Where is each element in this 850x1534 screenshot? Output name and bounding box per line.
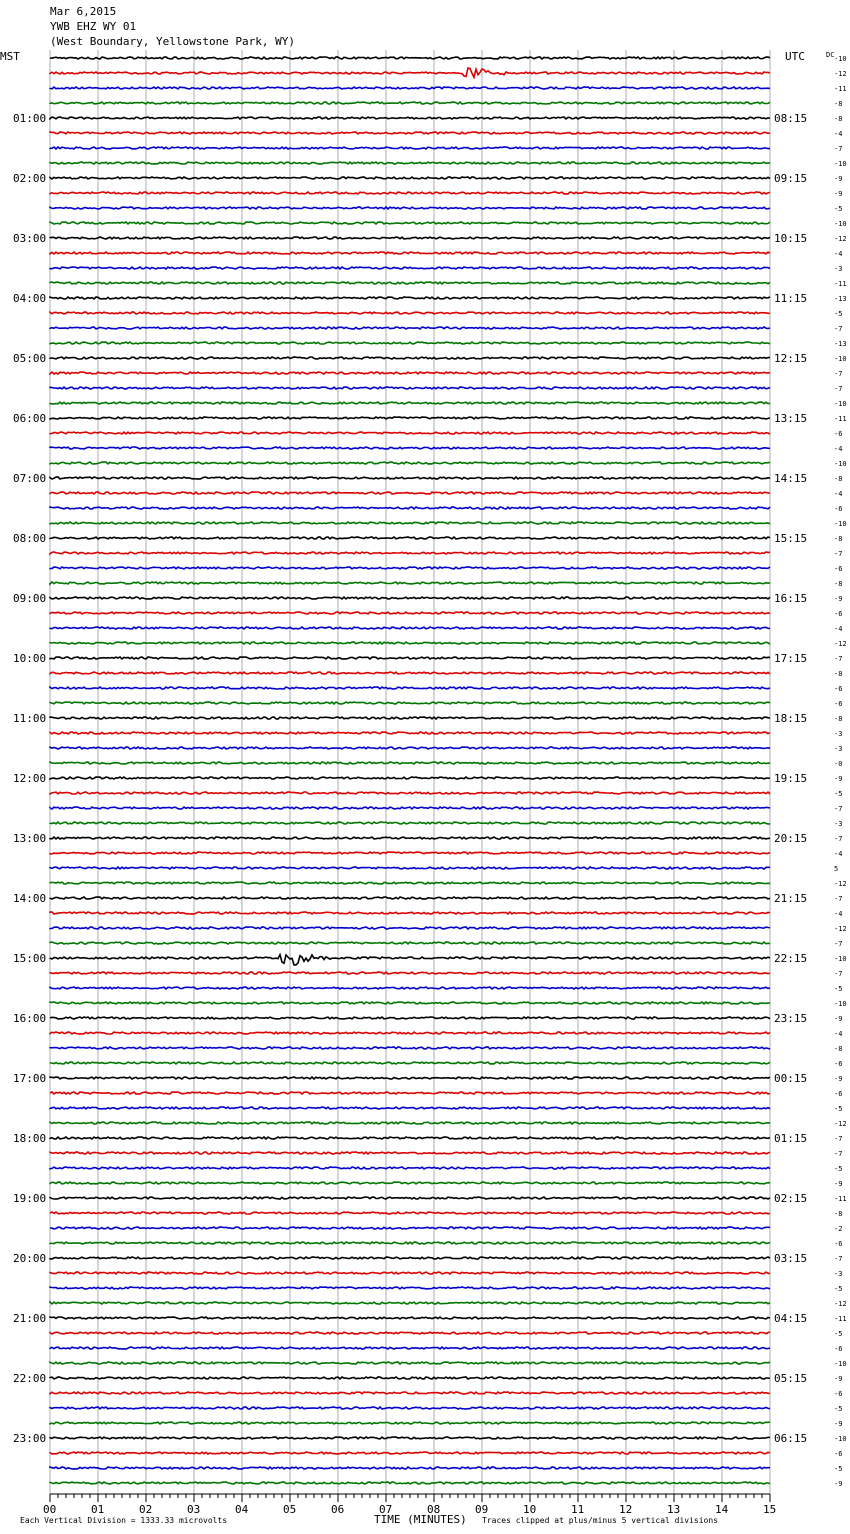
hour-label-utc: 03:15: [774, 1252, 808, 1265]
seismic-trace: [50, 297, 770, 299]
seismic-trace: [50, 567, 770, 569]
seismic-trace: [50, 68, 770, 77]
seismic-trace: [50, 387, 770, 389]
hour-label-mst: 22:00: [13, 1372, 47, 1385]
footer-scale-note: Each Vertical Division = 1333.33 microvolts: [20, 1516, 228, 1525]
seismic-trace: [50, 522, 770, 524]
dc-offset-label: -3: [834, 745, 843, 753]
station-location: (West Boundary, Yellowstone Park, WY): [50, 35, 296, 48]
dc-offset-label: -3: [834, 1270, 843, 1278]
dc-offset-label: -3: [834, 730, 843, 738]
hour-label-mst: 01:00: [13, 112, 47, 125]
seismic-trace: [50, 642, 770, 644]
seismic-trace: [50, 627, 770, 629]
dc-offset-label: -10: [834, 400, 847, 408]
dc-offset-label: -7: [834, 835, 843, 843]
seismic-trace: [50, 672, 770, 674]
dc-offset-label: -9: [834, 1180, 843, 1188]
hour-label-utc: 10:15: [774, 232, 808, 245]
hour-label-mst: 14:00: [13, 892, 47, 905]
dc-offset-label: -12: [834, 70, 847, 78]
dc-offset-label: -12: [834, 1300, 847, 1308]
dc-offset-label: -10: [834, 520, 847, 528]
dc-offset-label: -7: [834, 1135, 843, 1143]
dc-offset-label: -8: [834, 475, 843, 483]
hour-label-mst: 21:00: [13, 1312, 47, 1325]
seismic-trace: [50, 1017, 770, 1019]
dc-offset-label: -5: [834, 1105, 843, 1113]
dc-offset-label: -11: [834, 85, 847, 93]
dc-offset-label: -9: [834, 1015, 843, 1023]
hour-label-utc: 22:15: [774, 952, 808, 965]
hour-label-mst: 03:00: [13, 232, 47, 245]
x-tick-label: 05: [283, 1503, 297, 1516]
seismic-trace: [50, 747, 770, 749]
seismic-trace: [50, 732, 770, 734]
seismic-trace: [50, 1392, 770, 1394]
seismic-trace: [50, 852, 770, 854]
seismic-trace: [50, 147, 770, 149]
seismic-trace: [50, 252, 770, 254]
seismic-trace: [50, 462, 770, 464]
seismic-trace: [50, 1227, 770, 1229]
dc-offset-label: -8: [834, 115, 843, 123]
dc-offset-label: -7: [834, 1255, 843, 1263]
seismic-trace: [50, 492, 770, 494]
seismic-trace: [50, 132, 770, 134]
x-tick-label: 03: [187, 1503, 201, 1516]
dc-offset-label: -6: [834, 1060, 843, 1068]
seismic-trace: [50, 222, 770, 224]
hour-label-mst: 16:00: [13, 1012, 47, 1025]
dc-offset-label: -7: [834, 655, 843, 663]
dc-offset-label: -4: [834, 130, 843, 138]
seismic-trace: [50, 1077, 770, 1079]
seismic-trace: [50, 327, 770, 329]
dc-offset-label: -6: [834, 685, 843, 693]
x-tick-label: 01: [91, 1503, 105, 1516]
seismic-trace: [50, 1257, 770, 1259]
seismic-trace: [50, 357, 770, 359]
seismic-trace: [50, 552, 770, 554]
dc-offset-label: -6: [834, 610, 843, 618]
dc-offset-label: -11: [834, 1195, 847, 1203]
seismic-trace: [50, 237, 770, 239]
hour-label-mst: 23:00: [13, 1432, 47, 1445]
hour-label-mst: 09:00: [13, 592, 47, 605]
dc-offset-label: -5: [834, 1285, 843, 1293]
seismic-trace: [50, 1407, 770, 1409]
dc-offset-label: -8: [834, 535, 843, 543]
hour-label-mst: 08:00: [13, 532, 47, 545]
seismic-trace: [50, 1182, 770, 1184]
seismic-trace: [50, 312, 770, 314]
hour-label-mst: 05:00: [13, 352, 47, 365]
hour-label-mst: 19:00: [13, 1192, 47, 1205]
hour-label-utc: 01:15: [774, 1132, 808, 1145]
dc-offset-label: -7: [834, 1150, 843, 1158]
dc-offset-label: -9: [834, 1420, 843, 1428]
dc-offset-label: -11: [834, 280, 847, 288]
dc-offset-label: -5: [834, 1465, 843, 1473]
dc-offset-label: -13: [834, 340, 847, 348]
dc-offset-label: -4: [834, 910, 843, 918]
x-tick-label: 13: [667, 1503, 681, 1516]
seismic-trace: [50, 267, 770, 269]
dc-offset-label: -12: [834, 640, 847, 648]
dc-offset-label: -10: [834, 220, 847, 228]
seismic-trace: [50, 192, 770, 194]
seismic-trace: [50, 1362, 770, 1364]
seismic-trace: [50, 372, 770, 374]
seismic-trace: [50, 1272, 770, 1274]
dc-offset-label: -4: [834, 250, 843, 258]
seismic-trace: [50, 1152, 770, 1154]
hour-label-utc: 02:15: [774, 1192, 808, 1205]
dc-offset-label: -9: [834, 1480, 843, 1488]
hour-label-mst: 18:00: [13, 1132, 47, 1145]
hour-label-utc: 13:15: [774, 412, 808, 425]
dc-offset-label: -6: [834, 565, 843, 573]
seismic-trace: [50, 1047, 770, 1049]
seismic-trace: [50, 822, 770, 824]
hour-label-utc: 17:15: [774, 652, 808, 665]
seismic-trace: [50, 507, 770, 509]
dc-offset-label: -6: [834, 1450, 843, 1458]
seismic-trace: [50, 762, 770, 764]
dc-offset-label: -6: [834, 1345, 843, 1353]
seismic-trace: [50, 1137, 770, 1139]
dc-offset-label: -5: [834, 1165, 843, 1173]
seismic-trace: [50, 87, 770, 89]
dc-offset-label: 5: [834, 865, 839, 873]
x-tick-label: 06: [331, 1503, 345, 1516]
dc-offset-label: -6: [834, 1240, 843, 1248]
dc-offset-label: -7: [834, 805, 843, 813]
dc-label: DC: [826, 51, 835, 59]
seismic-trace: [50, 1107, 770, 1109]
dc-offset-label: -5: [834, 790, 843, 798]
dc-offset-label: -9: [834, 190, 843, 198]
hour-label-utc: 06:15: [774, 1432, 808, 1445]
hour-label-utc: 09:15: [774, 172, 808, 185]
dc-offset-label: -12: [834, 1120, 847, 1128]
dc-offset-label: -2: [834, 1225, 843, 1233]
seismic-trace: [50, 1317, 770, 1319]
seismic-trace: [50, 807, 770, 809]
seismic-trace: [50, 1242, 770, 1244]
dc-offset-label: -8: [834, 715, 843, 723]
dc-offset-label: -6: [834, 700, 843, 708]
seismic-trace: [50, 687, 770, 689]
x-tick-label: 11: [571, 1503, 585, 1516]
dc-offset-label: -10: [834, 955, 847, 963]
seismic-trace: [50, 702, 770, 704]
seismic-trace: [50, 612, 770, 614]
seismic-trace: [50, 597, 770, 599]
hour-label-utc: 14:15: [774, 472, 808, 485]
dc-offset-label: -10: [834, 1435, 847, 1443]
dc-offset-label: -8: [834, 1210, 843, 1218]
seismic-trace: [50, 342, 770, 344]
dc-offset-label: -8: [834, 100, 843, 108]
hour-label-mst: 12:00: [13, 772, 47, 785]
dc-offset-label: -8: [834, 1045, 843, 1053]
seismic-trace: [50, 1452, 770, 1454]
seismic-trace: [50, 1377, 770, 1379]
hour-label-utc: 00:15: [774, 1072, 808, 1085]
x-tick-label: 14: [715, 1503, 729, 1516]
seismic-trace: [50, 402, 770, 404]
hour-label-utc: 18:15: [774, 712, 808, 725]
seismic-trace: [50, 582, 770, 584]
seismic-trace: [50, 162, 770, 164]
dc-offset-label: -7: [834, 145, 843, 153]
dc-offset-label: -9: [834, 175, 843, 183]
dc-offset-label: -4: [834, 1030, 843, 1038]
x-tick-label: 07: [379, 1503, 393, 1516]
dc-offset-label: -4: [834, 445, 843, 453]
trace-group: [50, 57, 770, 1484]
plot-date: Mar 6,2015: [50, 5, 117, 18]
hour-label-mst: 07:00: [13, 472, 47, 485]
right-timezone-label: UTC: [785, 50, 805, 63]
seismic-trace: [50, 1482, 770, 1484]
hour-label-mst: 04:00: [13, 292, 47, 305]
seismic-trace: [50, 1092, 770, 1094]
seismic-trace: [50, 955, 770, 965]
x-tick-label: 00: [43, 1503, 57, 1516]
seismic-trace: [50, 987, 770, 989]
hour-label-utc: 16:15: [774, 592, 808, 605]
hour-label-mst: 13:00: [13, 832, 47, 845]
seismic-trace: [50, 1422, 770, 1424]
dc-offset-label: -7: [834, 370, 843, 378]
seismic-trace: [50, 717, 770, 719]
seismic-trace: [50, 102, 770, 104]
seismic-trace: [50, 432, 770, 434]
dc-offset-label: -5: [834, 1405, 843, 1413]
dc-offset-label: -4: [834, 850, 843, 858]
dc-offset-label: -5: [834, 1330, 843, 1338]
dc-offset-label: -9: [834, 595, 843, 603]
x-tick-label: 02: [139, 1503, 153, 1516]
dc-offset-label: -8: [834, 580, 843, 588]
dc-offset-label: -12: [834, 235, 847, 243]
dc-offset-label: -4: [834, 625, 843, 633]
seismic-trace: [50, 537, 770, 539]
dc-offset-label: -4: [834, 490, 843, 498]
hour-label-mst: 15:00: [13, 952, 47, 965]
x-tick-label: 12: [619, 1503, 633, 1516]
dc-offset-label: -3: [834, 265, 843, 273]
dc-offset-label: -7: [834, 970, 843, 978]
dc-offset-label: -5: [834, 310, 843, 318]
dc-offset-label: -0: [834, 760, 843, 768]
seismic-trace: [50, 867, 770, 869]
seismic-trace: [50, 1122, 770, 1124]
seismic-trace: [50, 897, 770, 899]
dc-offset-label: -7: [834, 940, 843, 948]
seismic-trace: [50, 1302, 770, 1304]
dc-offset-label: -9: [834, 775, 843, 783]
dc-offset-label: -5: [834, 205, 843, 213]
station-code: YWB EHZ WY 01: [50, 20, 137, 33]
hour-label-utc: 12:15: [774, 352, 808, 365]
dc-offset-label: -6: [834, 430, 843, 438]
dc-offset-label: -11: [834, 1315, 847, 1323]
seismic-trace: [50, 282, 770, 284]
dc-offset-label: -12: [834, 925, 847, 933]
seismic-trace: [50, 792, 770, 794]
dc-offset-label: -12: [834, 880, 847, 888]
seismic-trace: [50, 177, 770, 179]
hour-label-mst: 10:00: [13, 652, 47, 665]
seismic-trace: [50, 657, 770, 659]
hour-label-utc: 20:15: [774, 832, 808, 845]
dc-offset-label: -10: [834, 1000, 847, 1008]
seismic-trace: [50, 57, 770, 59]
dc-offset-label: -13: [834, 295, 847, 303]
dc-offset-label: -6: [834, 505, 843, 513]
hour-label-mst: 20:00: [13, 1252, 47, 1265]
x-tick-label: 04: [235, 1503, 249, 1516]
hour-label-utc: 23:15: [774, 1012, 808, 1025]
seismic-trace: [50, 1437, 770, 1439]
dc-offset-label: -7: [834, 325, 843, 333]
footer-clip-note: Traces clipped at plus/minus 5 vertical divisions: [482, 1516, 719, 1525]
seismic-trace: [50, 477, 770, 479]
dc-offset-label: -7: [834, 385, 843, 393]
hour-label-utc: 15:15: [774, 532, 808, 545]
seismic-trace: [50, 927, 770, 929]
dc-offset-label: -10: [834, 355, 847, 363]
dc-offset-label: -10: [834, 55, 847, 63]
dc-offset-label: -10: [834, 460, 847, 468]
hour-label-utc: 21:15: [774, 892, 808, 905]
dc-offset-label: -7: [834, 550, 843, 558]
hour-label-mst: 06:00: [13, 412, 47, 425]
seismic-trace: [50, 912, 770, 914]
dc-offset-label: -6: [834, 1090, 843, 1098]
dc-offset-label: -7: [834, 895, 843, 903]
seismic-trace: [50, 1347, 770, 1349]
seismic-trace: [50, 447, 770, 449]
hour-label-utc: 19:15: [774, 772, 808, 785]
seismic-trace: [50, 117, 770, 119]
hour-label-mst: 11:00: [13, 712, 47, 725]
dc-offset-label: -10: [834, 1360, 847, 1368]
seismic-trace: [50, 1287, 770, 1289]
seismic-trace: [50, 972, 770, 974]
seismic-trace: [50, 1062, 770, 1064]
hour-label-utc: 04:15: [774, 1312, 808, 1325]
x-tick-label: 15: [763, 1503, 777, 1516]
x-tick-label: 09: [475, 1503, 489, 1516]
dc-offset-label: -6: [834, 1390, 843, 1398]
x-tick-label: 08: [427, 1503, 441, 1516]
seismic-trace: [50, 207, 770, 209]
seismic-trace: [50, 1212, 770, 1214]
seismic-trace: [50, 1032, 770, 1034]
dc-offset-label: -8: [834, 670, 843, 678]
hour-label-utc: 11:15: [774, 292, 808, 305]
dc-offset-label: -5: [834, 985, 843, 993]
dc-offset-label: -3: [834, 820, 843, 828]
seismic-trace: [50, 1467, 770, 1469]
hour-label-mst: 02:00: [13, 172, 47, 185]
dc-offset-label: -9: [834, 1075, 843, 1083]
seismic-trace: [50, 882, 770, 884]
dc-offset-label: -10: [834, 160, 847, 168]
dc-offset-label: -11: [834, 415, 847, 423]
seismic-trace: [50, 942, 770, 944]
seismic-trace: [50, 1002, 770, 1004]
dc-offset-label: -9: [834, 1375, 843, 1383]
hour-label-utc: 05:15: [774, 1372, 808, 1385]
seismic-trace: [50, 1167, 770, 1169]
x-tick-label: 10: [523, 1503, 537, 1516]
seismic-trace: [50, 837, 770, 839]
seismic-trace: [50, 777, 770, 779]
seismic-trace: [50, 417, 770, 419]
left-timezone-label: MST: [0, 50, 20, 63]
hour-label-mst: 17:00: [13, 1072, 47, 1085]
x-axis-label: TIME (MINUTES): [374, 1513, 467, 1526]
seismic-trace: [50, 1197, 770, 1199]
hour-label-utc: 08:15: [774, 112, 808, 125]
seismic-trace: [50, 1332, 770, 1334]
